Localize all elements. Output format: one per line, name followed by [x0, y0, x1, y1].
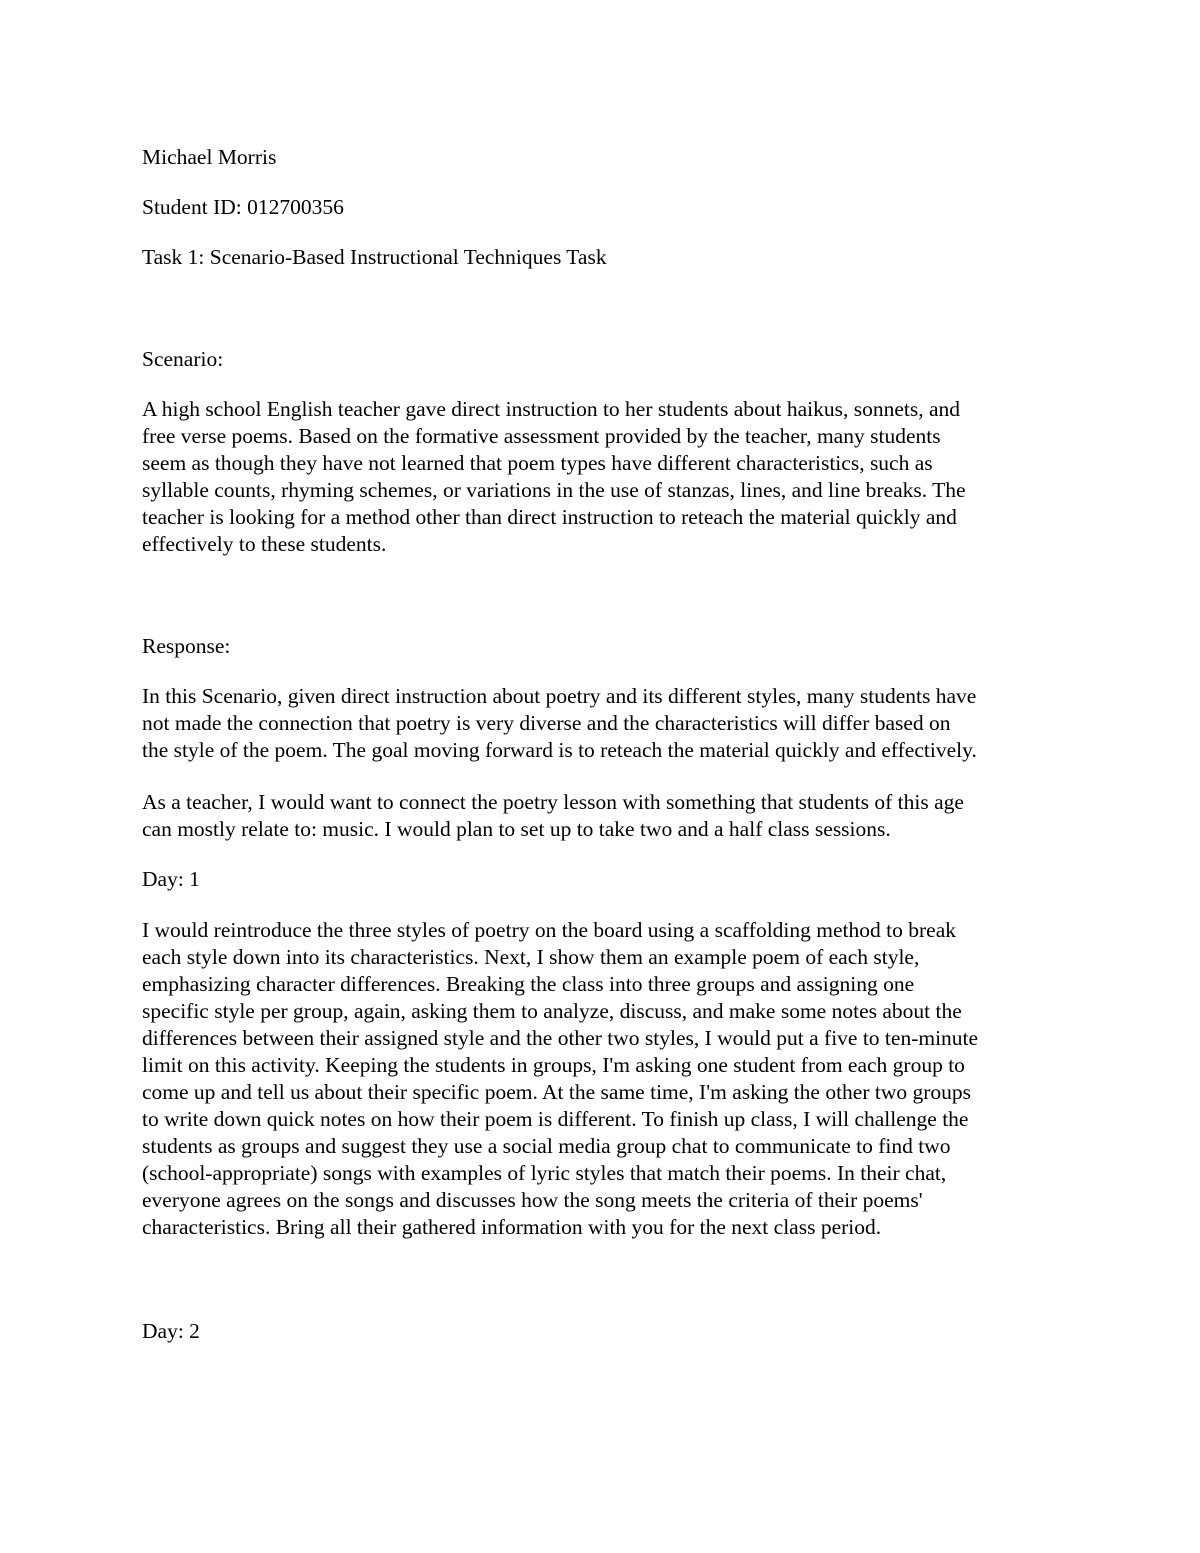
day1-line: (school-appropriate) songs with examples of lyric styles that match their poems. In their chat, — [142, 1161, 947, 1185]
day1-line: I would reintroduce the three styles of poetry on the board using a scaffolding method to break — [142, 918, 956, 942]
day1-line: each style down into its characteristics. Next, I show them an example poem of each style, — [142, 945, 920, 969]
day1-line: limit on this activity. Keeping the students in groups, I'm asking one student from each group to — [142, 1053, 965, 1077]
scenario-line: A high school English teacher gave direct instruction to her students about haikus, sonnets, and — [142, 397, 961, 421]
day1-line: differences between their assigned style and the other two styles, I would put a five to ten-minute — [142, 1026, 979, 1050]
scenario-line: teacher is looking for a method other than direct instruction to reteach the material quickly and — [142, 505, 957, 529]
response-line: can mostly relate to: music. I would plan to set up to take two and a half class sessions. — [142, 817, 891, 841]
day1-line: students as groups and suggest they use a social media group chat to communicate to find two — [142, 1134, 951, 1158]
response-paragraph-2 — [142, 789, 1072, 843]
task-title: Task 1: Scenario-Based Instructional Techniques Task — [142, 245, 607, 269]
day1-line: specific style per group, again, asking them to analyze, discuss, and make some notes about the — [142, 999, 962, 1023]
response-heading: Response: — [142, 634, 231, 658]
day1-line: come up and tell us about their specific poem. At the same time, I'm asking the other two groups — [142, 1080, 972, 1104]
author-name: Michael Morris — [142, 145, 277, 169]
response-line: the style of the poem. The goal moving forward is to reteach the material quickly and effectively. — [142, 738, 977, 762]
response-line: In this Scenario, given direct instruction about poetry and its different styles, many students have — [142, 684, 977, 708]
day1-line: emphasizing character differences. Breaking the class into three groups and assigning one — [142, 972, 915, 996]
response-line: not made the connection that poetry is very diverse and the characteristics will differ based on — [142, 711, 951, 735]
scenario-paragraph — [142, 396, 1072, 558]
student-id: Student ID: 012700356 — [142, 195, 344, 219]
day1-line: to write down quick notes on how their poem is different. To finish up class, I will challenge the — [142, 1107, 969, 1131]
response-paragraph-1 — [142, 683, 1072, 764]
day2-heading: Day: 2 — [142, 1319, 200, 1343]
response-line: As a teacher, I would want to connect the poetry lesson with something that students of this age — [142, 790, 964, 814]
scenario-line: syllable counts, rhyming schemes, or variations in the use of stanzas, lines, and line breaks. The — [142, 478, 966, 502]
day1-paragraph — [142, 917, 1072, 1241]
scenario-line: effectively to these students. — [142, 532, 387, 556]
day1-line: characteristics. Bring all their gathered information with you for the next class period. — [142, 1215, 882, 1239]
day1-line: everyone agrees on the songs and discusses how the song meets the criteria of their poems' — [142, 1188, 923, 1212]
scenario-line: seem as though they have not learned that poem types have different characteristics, such as — [142, 451, 933, 475]
scenario-line: free verse poems. Based on the formative assessment provided by the teacher, many students — [142, 424, 941, 448]
scenario-heading: Scenario: — [142, 347, 224, 371]
day1-heading: Day: 1 — [142, 867, 200, 891]
